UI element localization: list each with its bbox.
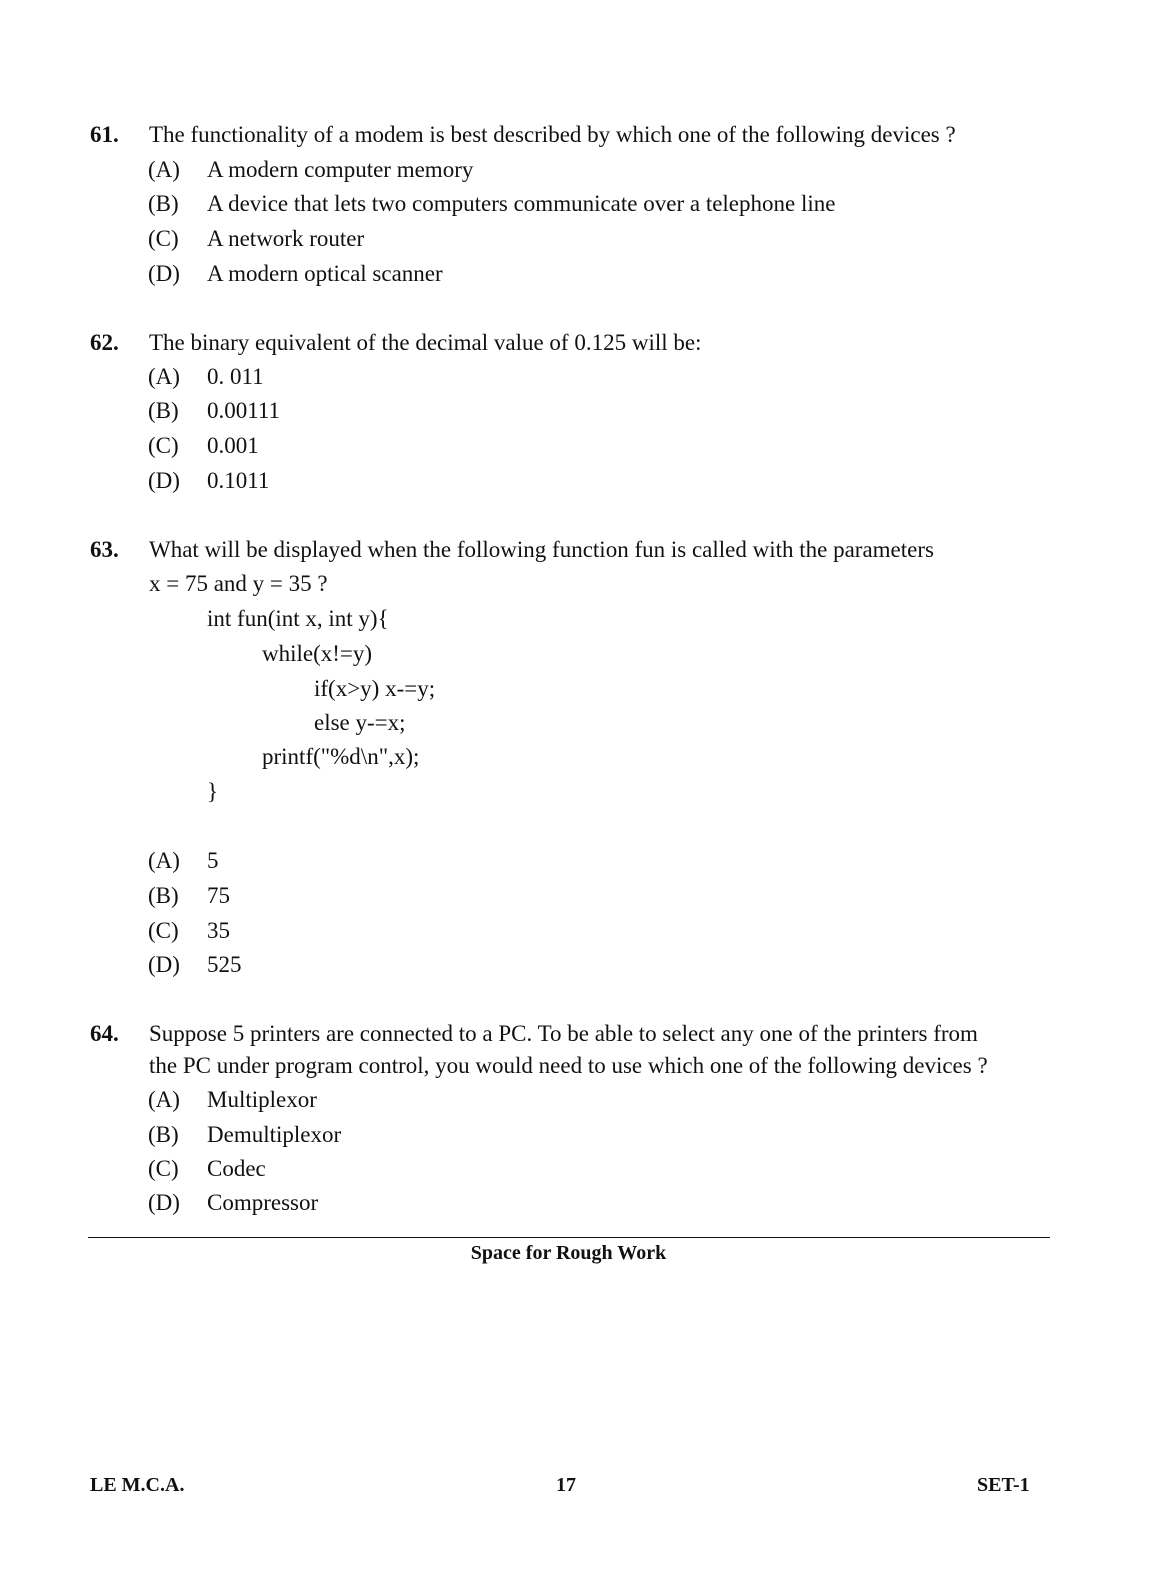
option-text: A network router [207,226,365,251]
question-number: 61. [90,122,119,147]
question-text: The functionality of a modem is best described by which one of the following devices ? [149,122,956,147]
option-letter: (D) [148,261,180,286]
question-number: 62. [90,330,119,355]
question-number: 63. [90,537,119,562]
code-line: if(x>y) x-=y; [314,676,436,701]
option-letter: (C) [148,226,179,251]
option-text: Compressor [207,1190,319,1215]
option-letter: (D) [148,952,180,977]
option-text: 525 [207,952,242,977]
option-letter: (B) [148,398,179,423]
rough-work-label: Space for Rough Work [470,1242,667,1264]
code-line: } [207,779,219,804]
code-line: int fun(int x, int y){ [207,606,389,631]
rough-work-divider [88,1237,1050,1238]
footer-course: LE M.C.A. [90,1474,185,1496]
option-letter: (B) [148,191,179,216]
footer-set: SET-1 [977,1474,1030,1496]
option-text: 0.1011 [207,468,270,493]
option-letter: (C) [148,1156,179,1181]
question-text: x = 75 and y = 35 ? [149,571,328,596]
code-line: else y-=x; [314,710,406,735]
option-letter: (B) [148,883,179,908]
option-letter: (C) [148,433,179,458]
option-letter: (C) [148,918,179,943]
option-text: Demultiplexor [207,1122,342,1147]
option-text: 0.001 [207,433,259,458]
option-letter: (D) [148,468,180,493]
option-text: 0.00111 [207,398,281,423]
question-text: the PC under program control, you would need to use which one of the following devices ? [149,1053,988,1078]
option-text: Multiplexor [207,1087,317,1112]
option-letter: (D) [148,1190,180,1215]
question-text: Suppose 5 printers are connected to a PC. To be able to select any one of the printers from [149,1021,978,1046]
option-text: A modern computer memory [207,157,474,182]
question-text: The binary equivalent of the decimal value of 0.125 will be: [149,330,702,355]
question-text: What will be displayed when the following function fun is called with the parameters [149,537,934,562]
question-number: 64. [90,1021,119,1046]
option-letter: (B) [148,1122,179,1147]
option-text: 0. 011 [207,364,264,389]
option-letter: (A) [148,157,180,182]
option-letter: (A) [148,364,180,389]
option-text: 5 [207,848,219,873]
page-number: 17 [556,1474,576,1496]
option-letter: (A) [148,1087,180,1112]
code-line: printf("%d\n",x); [262,744,420,769]
option-text: 75 [207,883,230,908]
code-line: while(x!=y) [262,641,373,666]
option-letter: (A) [148,848,180,873]
option-text: A modern optical scanner [207,261,443,286]
option-text: 35 [207,918,230,943]
option-text: A device that lets two computers communicate over a telephone line [207,191,836,216]
option-text: Codec [207,1156,266,1181]
